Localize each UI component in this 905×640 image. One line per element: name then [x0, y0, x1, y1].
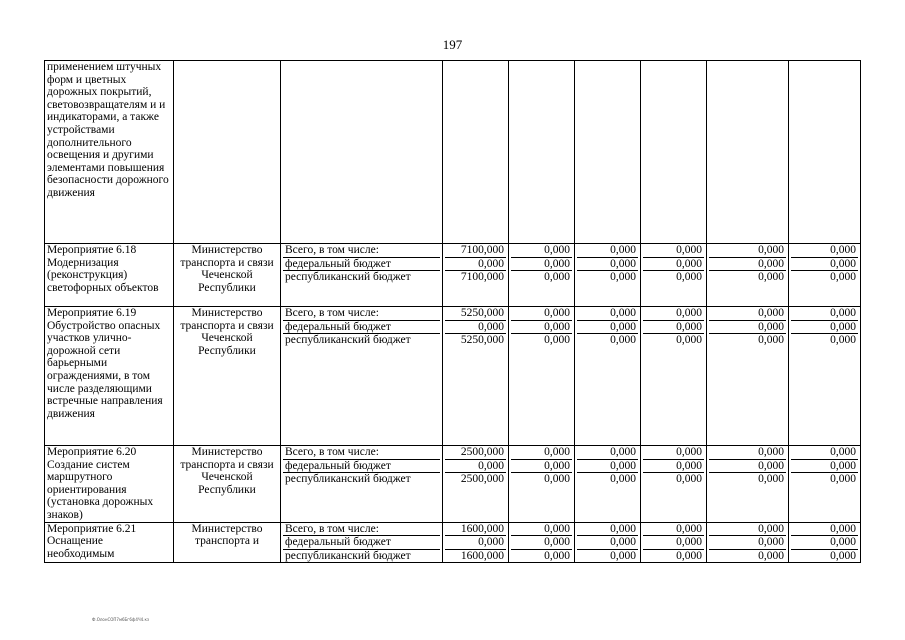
- value-cell: 0,000 0,000 0,000: [789, 522, 861, 563]
- value-cell: 0,000 0,000 0,000: [789, 307, 861, 446]
- executor-cell: [174, 61, 281, 244]
- source-republican: республиканский бюджет: [285, 334, 411, 347]
- value-cell: 0,000 0,000 0,000: [641, 522, 707, 563]
- source-total: Всего, в том числе:: [283, 446, 440, 460]
- value-cell: 0,000 0,000 0,000: [509, 446, 575, 523]
- value-cell: [443, 61, 509, 244]
- value-cell: [509, 61, 575, 244]
- source-federal: федеральный бюджет: [283, 321, 440, 335]
- measure-name-cell: применением штучных форм и цветных дорожных покрытий, световозвращателям и и индикаторами, а также устройствами дополнительного освещения и другими элементами повышения безопасности дорожного движения: [45, 61, 174, 244]
- value-cell: 0,000 0,000 0,000: [575, 244, 641, 307]
- value-cell: 0,000 0,000 0,000: [575, 522, 641, 563]
- funding-source-cell: [281, 522, 443, 563]
- value-cell: 1600,000 0,000 1600,000: [443, 522, 509, 563]
- executor-cell: Министерство транспорта и связи Чеченской Республики: [174, 446, 281, 523]
- executor-cell: Министерство транспорта и связи Чеченской Республики: [174, 307, 281, 446]
- value-cell: 0,000 0,000 0,000: [707, 446, 789, 523]
- value-cell: [707, 61, 789, 244]
- table-row: [45, 307, 861, 446]
- value-cell: 0,000 0,000 0,000: [641, 244, 707, 307]
- table-row: [45, 446, 861, 523]
- value-cell: 7100,000 0,000 7100,000: [443, 244, 509, 307]
- budget-table: [44, 60, 861, 563]
- source-republican: республиканский бюджет: [285, 549, 411, 562]
- value-cell: 0,000 0,000 0,000: [707, 244, 789, 307]
- value-cell: 0,000 0,000 0,000: [707, 522, 789, 563]
- source-total: Всего, в том числе:: [283, 307, 440, 321]
- measure-name-cell: Мероприятие 6.19 Обустройство опасных участков улично-дорожной сети барьерными ограждениями, в том числе разделяющими встречные направления движения: [45, 307, 174, 446]
- value-cell: 5250,000 0,000 5250,000: [443, 307, 509, 446]
- value-cell: 2500,000 0,000 2500,000: [443, 446, 509, 523]
- value-cell: [789, 61, 861, 244]
- source-republican: республиканский бюджет: [285, 271, 411, 284]
- source-federal: федеральный бюджет: [283, 258, 440, 272]
- table-row: [45, 244, 861, 307]
- executor-cell: Министерство транспорта и связи Чеченской Республики: [174, 244, 281, 307]
- value-cell: 0,000 0,000 0,000: [509, 307, 575, 446]
- source-federal: федеральный бюджет: [283, 460, 440, 474]
- table-row: [45, 522, 861, 563]
- value-cell: 0,000 0,000 0,000: [509, 522, 575, 563]
- measure-name-cell: Мероприятие 6.21 Оснащение необходимым: [45, 522, 174, 563]
- value-cell: 0,000 0,000 0,000: [789, 446, 861, 523]
- source-total: Всего, в том числе:: [283, 523, 440, 537]
- measure-name-cell: Мероприятие 6.20 Создание систем маршрутного ориентирования (установка дорожных знаков): [45, 446, 174, 523]
- value-cell: [641, 61, 707, 244]
- funding-source-cell: [281, 446, 443, 523]
- executor-cell: Министерство транспорта и: [174, 522, 281, 563]
- value-cell: 0,000 0,000 0,000: [641, 307, 707, 446]
- value-cell: 0,000 0,000 0,000: [789, 244, 861, 307]
- source-republican: республиканский бюджет: [285, 473, 411, 486]
- source-total: Всего, в том числе:: [283, 244, 440, 258]
- value-cell: 0,000 0,000 0,000: [707, 307, 789, 446]
- funding-source-cell: [281, 61, 443, 244]
- page-number: 197: [442, 37, 463, 52]
- footer-note: Ф.ОлонСОП7м6Бг6ф4Ч4.кз: [92, 617, 149, 622]
- source-federal: федеральный бюджет: [283, 536, 440, 550]
- value-cell: 0,000 0,000 0,000: [641, 446, 707, 523]
- measure-name-cell: Мероприятие 6.18 Модернизация (реконструкция) светофорных объектов: [45, 244, 174, 307]
- funding-source-cell: [281, 307, 443, 446]
- value-cell: [575, 61, 641, 244]
- value-cell: 0,000 0,000 0,000: [509, 244, 575, 307]
- table-row: [45, 61, 861, 244]
- value-cell: 0,000 0,000 0,000: [575, 446, 641, 523]
- value-cell: 0,000 0,000 0,000: [575, 307, 641, 446]
- funding-source-cell: [281, 244, 443, 307]
